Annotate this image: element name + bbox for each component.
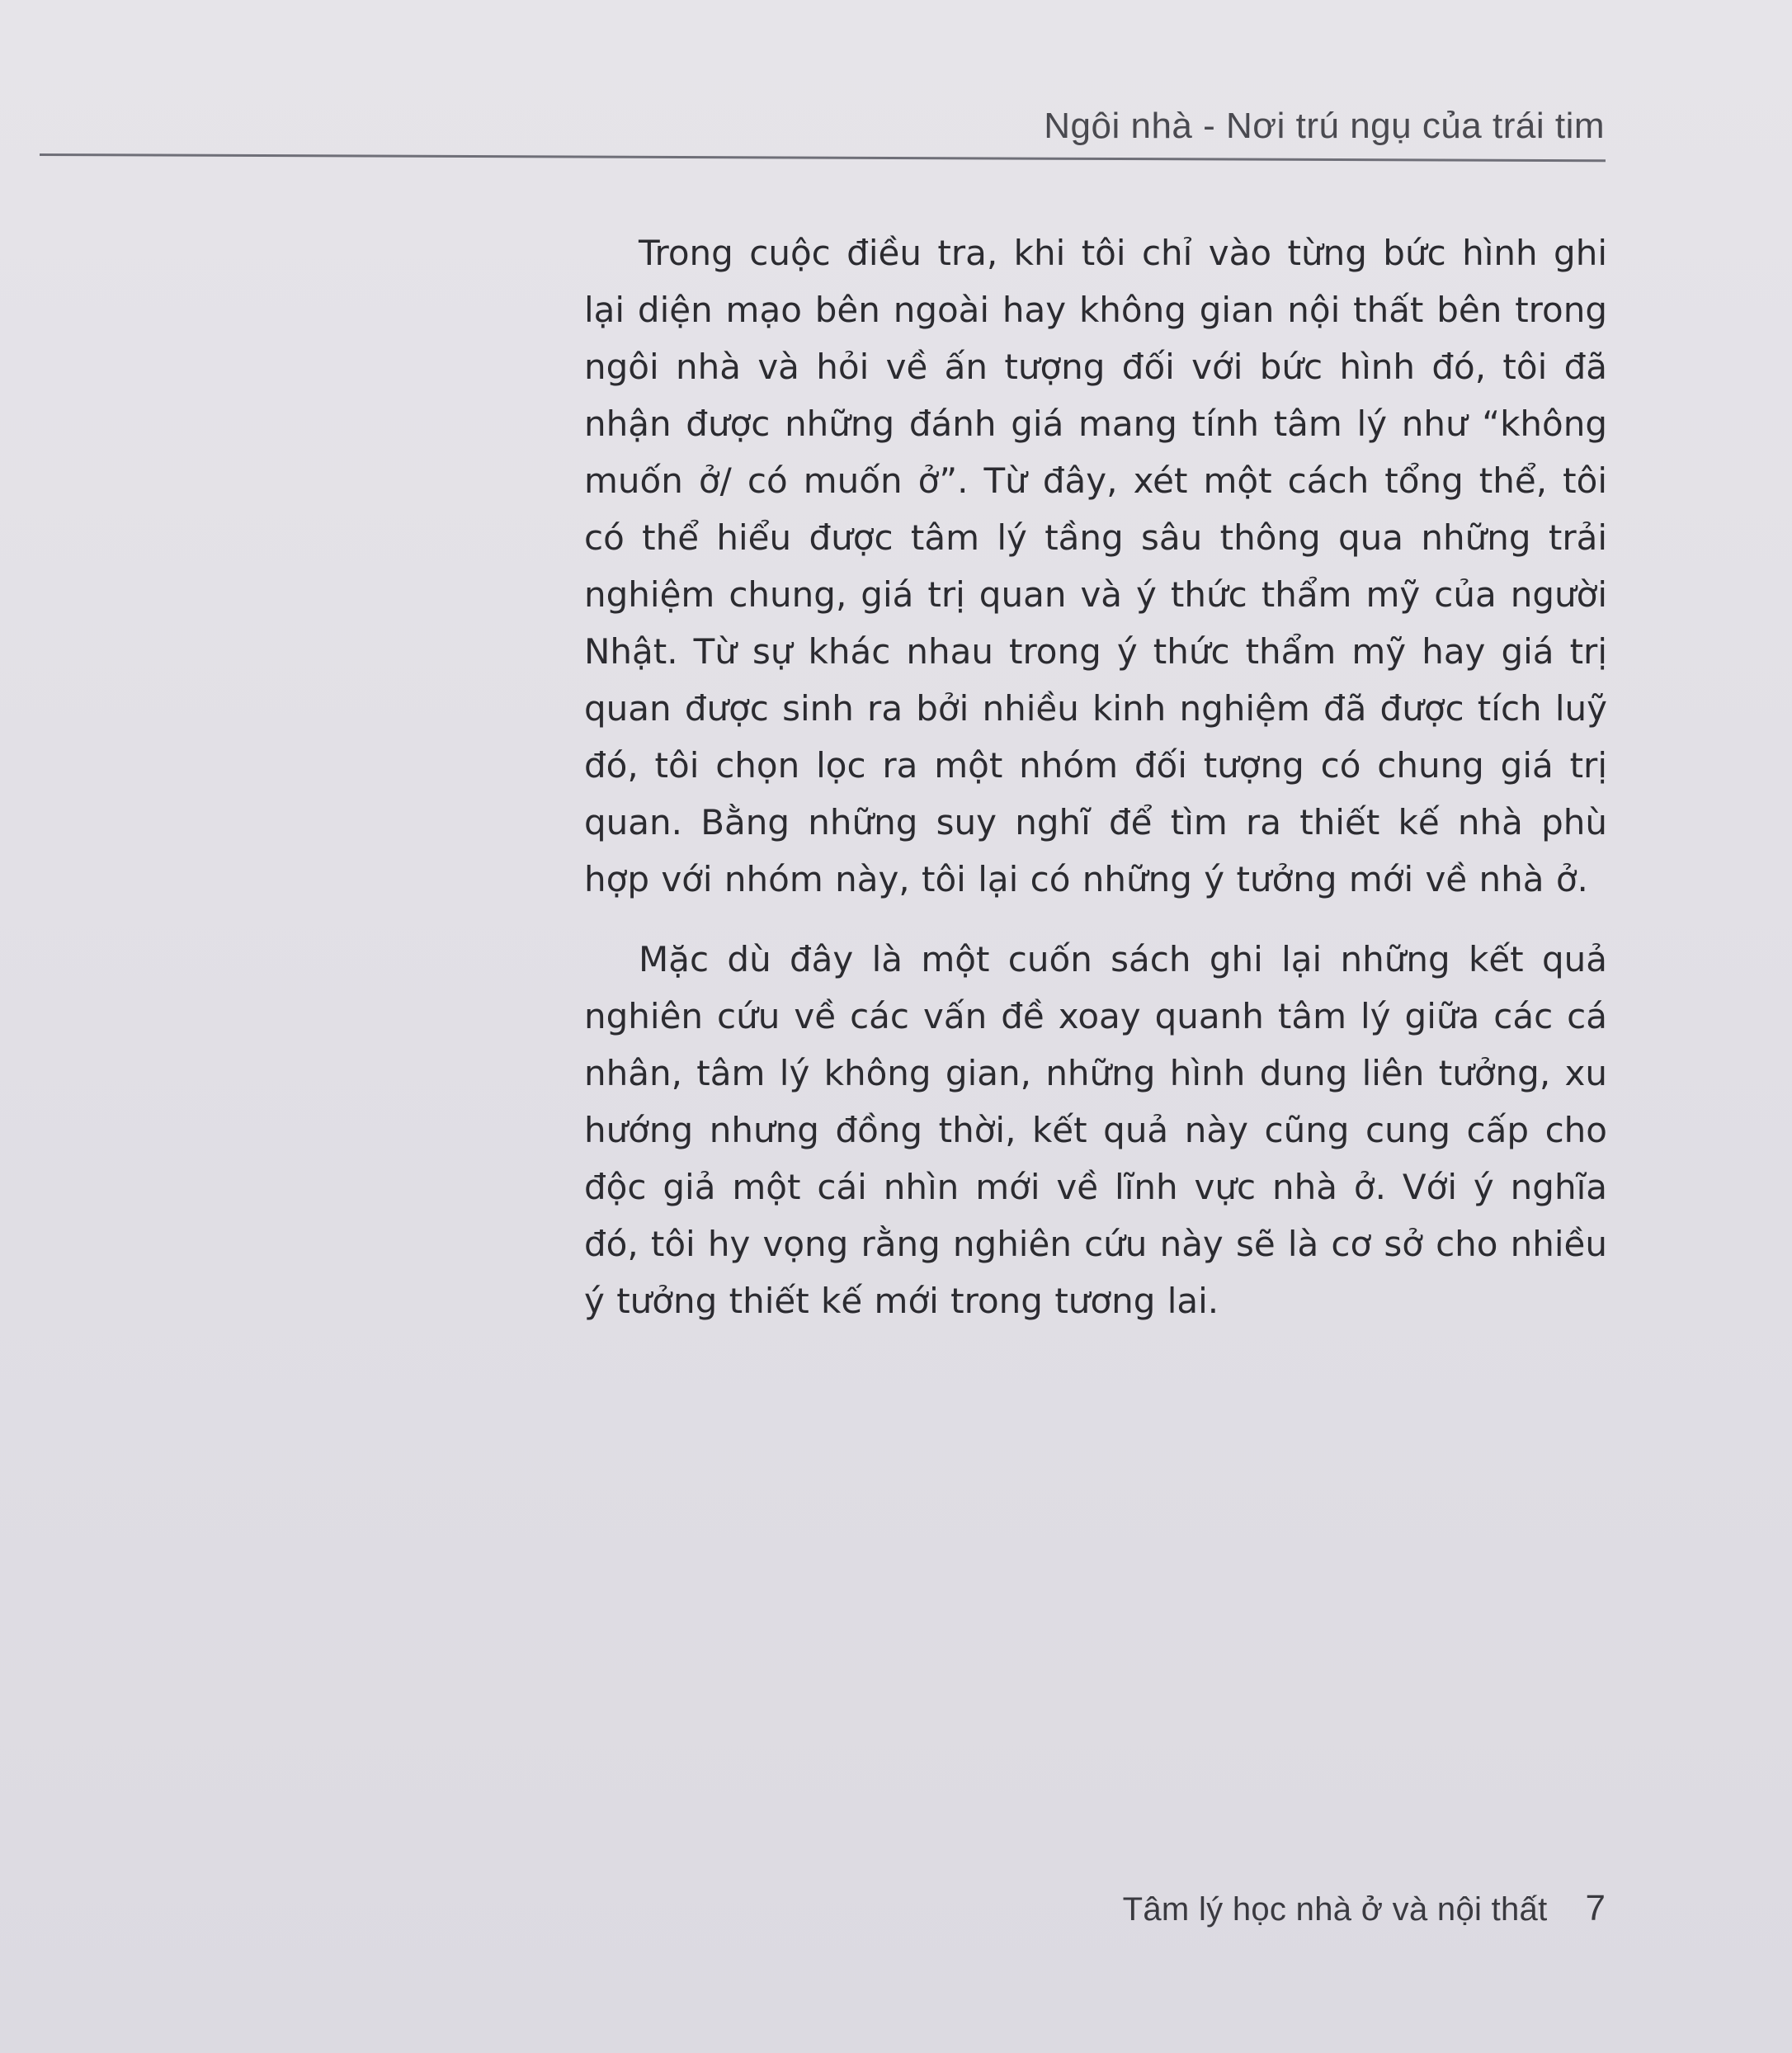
running-footer xyxy=(1123,1888,1606,1929)
page-number: 7 xyxy=(1585,1888,1606,1928)
footer-book-title: Tâm lý học nhà ở và nội thất xyxy=(1122,1891,1548,1928)
paragraph-1: Trong cuộc điều tra, khi tôi chỉ vào từng bức hình ghi lại diện mạo bên ngoài hay không gian nội thất bên trong ngôi nhà và hỏi về ấn tượng đối với bức hình đó, tôi đã nhận được những đánh giá mang tính tâm lý như “không muốn ở/ có muốn ở”. Từ đây, xét một cách tổng thể, tôi có thể hiểu được tâm lý tầng sâu thông qua những trải nghiệm chung, giá trị quan và ý thức thẩm mỹ của người Nhật. Từ sự khác nhau trong ý thức thẩm mỹ hay giá trị quan được sinh ra bởi nhiều kinh nghiệm đã được tích luỹ đó, tôi chọn lọc ra một nhóm đối tượng có chung giá trị quan. Bằng những suy nghĩ để tìm ra thiết kế nhà phù hợp với nhóm này, tôi lại có những ý tưởng mới về nhà ở. xyxy=(584,233,1607,899)
paragraph-2: Mặc dù đây là một cuốn sách ghi lại những kết quả nghiên cứu về các vấn đề xoay quanh tâm lý giữa các cá nhân, tâm lý không gian, những hình dung liên tưởng, xu hướng nhưng đồng thời, kết quả này cũng cung cấp cho độc giả một cái nhìn mới về lĩnh vực nhà ở. Với ý nghĩa đó, tôi hy vọng rằng nghiên cứu này sẽ là cơ sở cho nhiều ý tưởng thiết kế mới trong tương lai. xyxy=(584,939,1607,1321)
running-header-title: Ngôi nhà - Nơi trú ngụ của trái tim xyxy=(1044,106,1605,146)
header-divider xyxy=(40,153,1606,162)
body-text xyxy=(584,224,1607,1329)
